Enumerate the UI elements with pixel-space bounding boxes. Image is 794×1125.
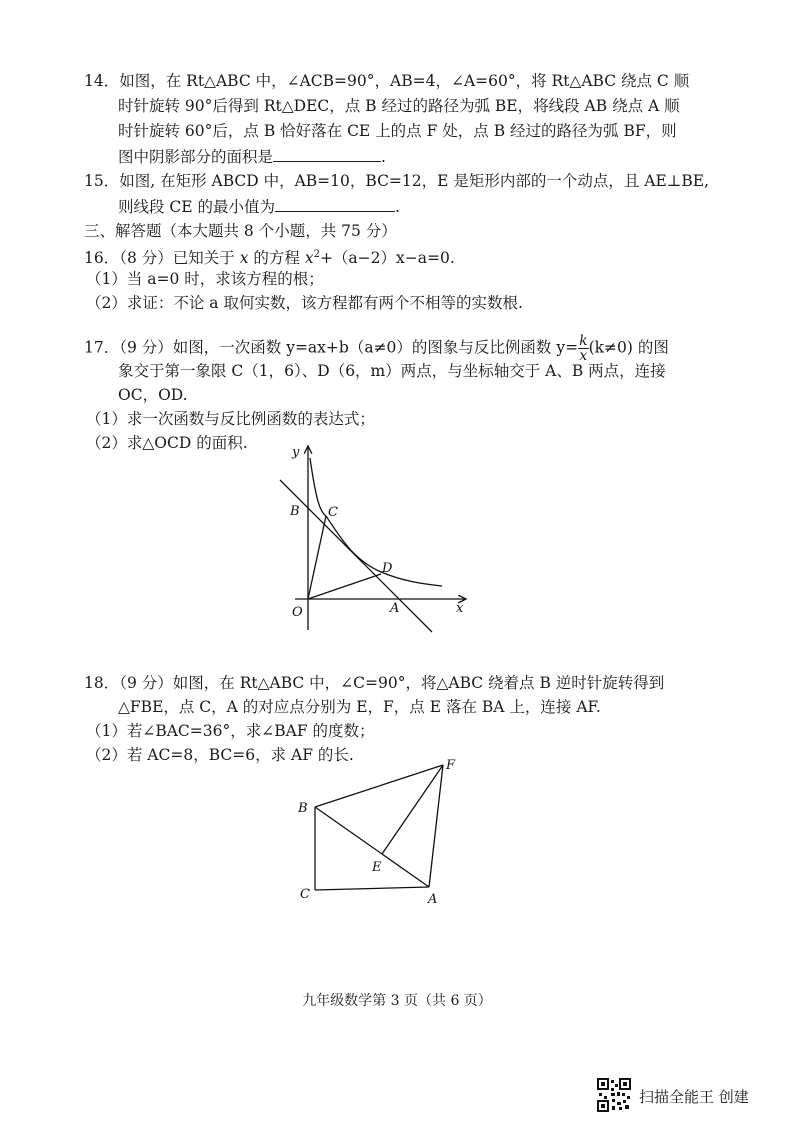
section-3-heading: 三、解答题（本大题共 8 个小题，共 75 分）: [84, 222, 397, 240]
q17-line-1-a: 17．（9 分）如图，一次函数 y=ax+b（a≠0）的图象与反比例函数 y=: [84, 338, 579, 357]
q17-figure: [270, 440, 480, 640]
q14-line-4: [118, 145, 386, 168]
q17-part-2: （2）求△OCD 的面积.: [86, 434, 248, 452]
q17-part-1: （1）求一次函数与反比例函数的表达式；: [86, 410, 375, 428]
q17-line-1-b: (k≠0) 的图: [588, 338, 669, 357]
q17-frac-denominator: x: [579, 348, 588, 364]
q17-label-x: x: [456, 601, 464, 616]
q18-part-1: （1）若∠BAC=36°，求∠BAF 的度数；: [86, 722, 375, 740]
q18-segment-bf: [315, 765, 443, 807]
q16-eq-x: x: [304, 249, 314, 268]
q16-var-x: x: [239, 249, 249, 268]
q16-eq-rest: +（a−2）x−a=0.: [319, 249, 455, 268]
page-footer: 九年级数学第 3 页（共 6 页）: [302, 993, 492, 1009]
q15-line-2-end: .: [395, 198, 400, 216]
q17-label-d: D: [382, 561, 393, 576]
q17-label-b: B: [290, 504, 300, 519]
q17-segment-oc: [308, 516, 326, 599]
q18-segment-ca: [315, 887, 429, 890]
q18-label-c: C: [300, 887, 310, 902]
q15-answer-blank[interactable]: [275, 195, 395, 212]
q14-line-3: 时针旋转 60°后，点 B 恰好落在 CE 上的点 F 处，点 B 经过的路径为弧 BF，则: [118, 122, 677, 140]
q16-part-2: （2）求证：不论 a 取何实数，该方程都有两个不相等的实数根.: [86, 294, 523, 312]
q18-part-2: （2）若 AC=8，BC=6，求 AF 的长.: [86, 746, 354, 764]
q15-line-2: [118, 195, 400, 218]
q14-line-1: 14．如图，在 Rt△ABC 中，∠ACB=90°，AB=4，∠A=60°，将 Rt△ABC 绕点 C 顺: [84, 72, 690, 90]
q14-line-2: 时针旋转 90°后得到 Rt△DEC，点 B 经过的路径为弧 BE，将线段 AB 绕点 A 顺: [118, 97, 680, 115]
q17-line-1: [84, 334, 669, 363]
q16-stem-a: 16．（8 分）已知关于: [84, 249, 240, 268]
q14-line-4-end: .: [381, 148, 386, 166]
q17-line-3: OC，OD.: [118, 386, 188, 404]
q18-label-e: E: [372, 860, 382, 875]
q18-label-f: F: [446, 758, 456, 773]
scanner-brand-text: 扫描全能王 创建: [639, 1088, 749, 1106]
q17-label-c: C: [328, 505, 338, 520]
q18-figure: [290, 755, 470, 910]
q16-part-1: （1）当 a=0 时，求该方程的根；: [86, 270, 324, 288]
q17-label-a: A: [390, 601, 400, 616]
q18-segment-ba: [315, 807, 429, 887]
q17-line-2: 象交于第一象限 C（1，6）、D（6，m）两点，与坐标轴交于 A、B 两点，连接: [118, 362, 666, 380]
q18-line-2: △FBE，点 C，A 的对应点分别为 E，F，点 E 落在 BA 上，连接 AF.: [118, 698, 601, 716]
scanner-watermark: [597, 1078, 787, 1114]
q17-segment-od: [308, 574, 381, 599]
q17-fraction: [578, 334, 588, 363]
q16-stem: [84, 244, 455, 269]
q16-stem-b: 的方程: [248, 249, 305, 268]
q15-line-2-text: 则线段 CE 的最小值为: [118, 198, 276, 216]
q14-answer-blank[interactable]: [273, 145, 381, 162]
q15-line-1: 15．如图, 在矩形 ABCD 中，AB=10，BC=12，E 是矩形内部的一个动点，且 AE⊥BE,: [84, 172, 710, 190]
q17-frac-numerator: k: [579, 333, 588, 349]
q14-line-4-text: 图中阴影部分的面积是: [118, 148, 274, 166]
q17-label-o: O: [292, 605, 303, 620]
q17-hyperbola-curve: [310, 458, 442, 586]
q17-label-y: y: [292, 445, 300, 460]
q18-label-b: B: [298, 801, 308, 816]
q18-label-a: A: [428, 892, 438, 907]
q16-eq-sup: 2: [313, 249, 320, 260]
qr-code-icon: [597, 1078, 631, 1112]
q18-line-1: 18．（9 分）如图，在 Rt△ABC 中，∠C=90°，将△ABC 绕着点 B 逆时针旋转得到: [84, 674, 665, 692]
